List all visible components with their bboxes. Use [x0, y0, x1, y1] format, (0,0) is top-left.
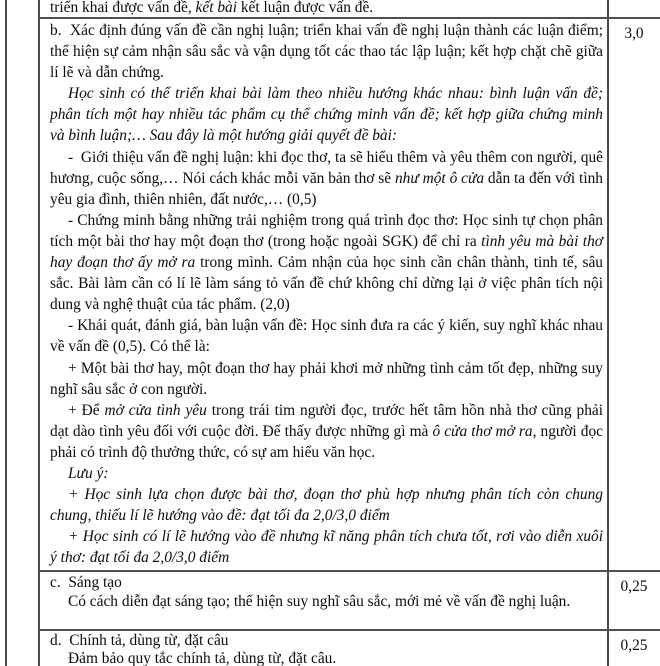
table-border-outer-left: [5, 0, 7, 666]
table-row: [40, 0, 660, 17]
paragraph: [50, 400, 603, 463]
criteria-cell: [40, 19, 608, 570]
text-segment: triển khai được vấn đề,: [50, 0, 196, 16]
text-segment: kết luận được vấn đề.: [237, 0, 374, 16]
paragraph: [50, 526, 603, 568]
score-cell: [608, 0, 660, 17]
text-segment: d. Chính tả, dùng từ, đặt câu: [50, 632, 229, 649]
paragraph: [50, 592, 603, 611]
paragraph: [50, 463, 603, 484]
score-cell: 3,0: [624, 25, 644, 42]
criteria-cell: [40, 631, 608, 666]
table-row: [40, 629, 660, 666]
score-cell: 0,25: [620, 578, 648, 595]
text-segment: Đảm bảo quy tắc chính tả, dùng từ, đặt câu.: [68, 650, 337, 666]
paragraph: [50, 147, 603, 210]
text-segment: - Giới thiệu vấn đề nghị luận: khi đọc thơ, ta sẽ hiểu thêm và yêu thêm con người, quê hương, cuộc sống,… Nói cách khác mỗi văn bản thơ sẽ: [50, 148, 603, 187]
score-cell: 0,25: [620, 637, 648, 654]
paragraph: [50, 315, 603, 357]
criteria-cell: [40, 572, 608, 629]
text-segment-italic: Học sinh có thể triển khai bài làm theo nhiều hướng khác nhau: bình luận vấn đề; phân tích một hay nhiều tác phẩm cụ thể chứng minh vấn đề; kết hợp giữa chứng minh và bình luận;… Sau đây là một hướng giải quyết đề bài:: [50, 85, 603, 145]
text-segment: b. Xác định đúng vấn đề cần nghị luận; triển khai vấn đề nghị luận thành các luận điểm; thể hiện sự cảm nhận sâu sắc và vận dụng tốt các thao tác lập luận; kết hợp chặt chẽ giữa lí lẽ và dẫn chứng.: [50, 22, 603, 82]
paragraph: [50, 20, 603, 83]
text-segment: - Chứng minh bằng những trải nghiệm trong quá trình đọc thơ: Học sinh tự chọn phân tích một bài thơ hay một đoạn thơ (trong hoặc ngoài SGK) để chỉ ra: [50, 211, 603, 250]
paragraph: [50, 484, 603, 526]
text-segment-italic: như một ô cửa: [394, 169, 485, 187]
paragraph: [50, 0, 603, 17]
text-segment: - Khái quát, đánh giá, bàn luận vấn đề: Học sinh đưa ra các ý kiến, suy nghĩ khác nhau về vấn đề (0,5). Có thể là:: [50, 317, 603, 356]
text-segment-italic: kết bài: [195, 0, 237, 16]
paragraph: [50, 650, 603, 666]
text-segment: c. Sáng tạo: [50, 574, 122, 591]
paragraph: [50, 573, 603, 592]
text-segment-italic: Lưu ý:: [68, 464, 109, 482]
table-row: [40, 570, 660, 629]
rubric-table: [40, 0, 660, 666]
text-segment-italic: mở cửa tình yêu: [104, 401, 207, 419]
text-segment: trong mình. Cảm nhận của học sinh cần chân thành, tinh tế, sâu sắc. Bài làm cần có lí lẽ làm sáng tỏ vấn đề chứ không chỉ dừng lại ở việc phân tích nội dung và nghệ thuật của tác phẩm. (2,0): [50, 254, 603, 314]
criteria-cell: [40, 0, 608, 17]
text-segment-italic: + Học sinh lựa chọn được bài thơ, đoạn thơ phù hợp nhưng phân tích còn chung chung, thiếu lí lẽ hướng vào đề: đạt tối đa 2,0/3,0 điểm: [50, 486, 603, 525]
text-segment: , người đọc phải có trình độ thưởng thức, có sự am hiểu văn học.: [50, 422, 603, 461]
text-segment-italic: + Học sinh có lí lẽ hướng vào đề nhưng kĩ năng phân tích chưa tốt, rơi vào diễn xuôi ý thơ: đạt tối đa 2,0/3,0 điểm: [50, 528, 603, 567]
text-segment: + Để: [68, 401, 105, 419]
text-segment: trong trái tim người đọc, trước hết tâm hồn nhà thơ cũng phải dạt dào tình yêu đối với cuộc đời. Để thấy được những gì mà: [50, 401, 603, 440]
text-segment: dẫn ta đến với tình yêu gia đình, thiên nhiên, đất nước,… (0,5): [50, 169, 604, 208]
paragraph: [50, 83, 603, 146]
text-segment-italic: ô cửa thơ mở ra: [432, 422, 533, 440]
text-segment: + Một bài thơ hay, một đoạn thơ hay phải khơi mở những tình cảm tốt đẹp, những suy nghĩ sâu sắc ở con người.: [50, 359, 603, 398]
paragraph: [50, 632, 603, 650]
paragraph: [50, 358, 603, 400]
table-row: [40, 17, 660, 570]
paragraph: [50, 210, 603, 315]
text-segment-italic: tình yêu mà bài thơ hay đoạn thơ ấy mở ra: [50, 232, 603, 272]
text-segment: Có cách diễn đạt sáng tạo; thể hiện suy nghĩ sâu sắc, mới mẻ về vấn đề nghị luận.: [68, 593, 571, 610]
